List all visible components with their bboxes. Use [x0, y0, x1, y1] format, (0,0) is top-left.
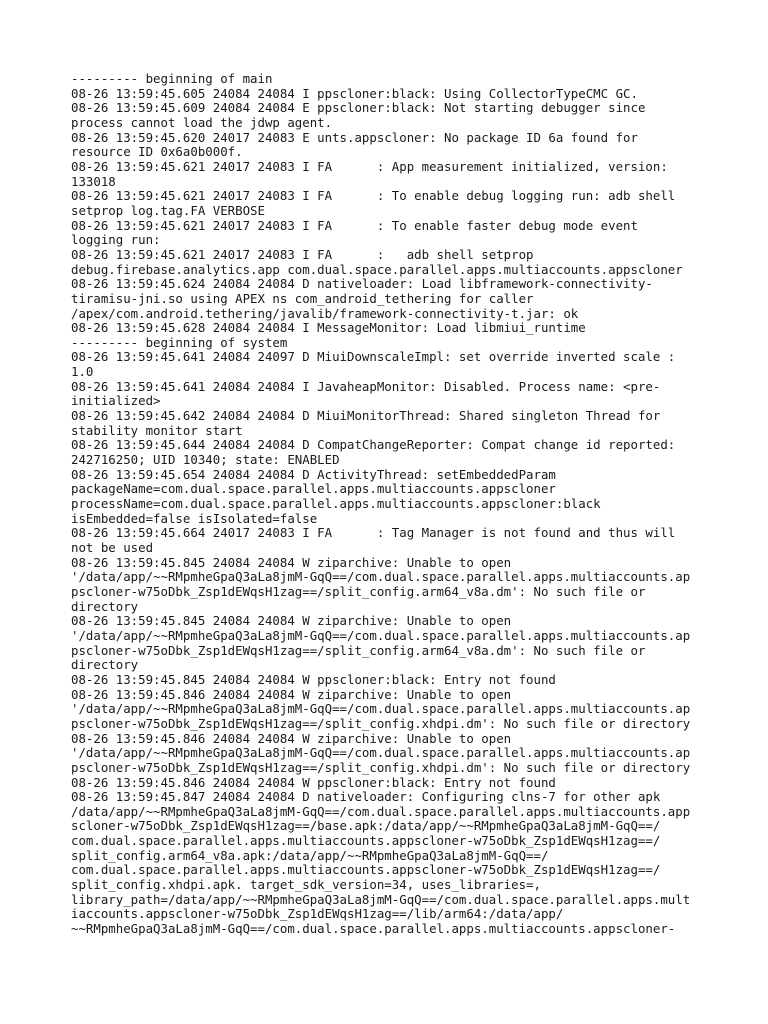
log-line: /data/app/~~RMpmheGpaQ3aLa8jmM-GqQ==/com.dual.space.parallel.apps.multiaccounts.app: [71, 804, 691, 819]
log-line: --------- beginning of main: [71, 72, 273, 86]
log-line: processName=com.dual.space.parallel.apps.multiaccounts.appscloner:black: [71, 497, 601, 512]
log-line: 08-26 13:59:45.621 24017 24083 I FA : To enable debug logging run: adb shell: [71, 189, 676, 204]
log-line: tiramisu-jni.so using APEX ns com_android_tethering for caller: [71, 291, 534, 306]
log-line: 08-26 13:59:45.847 24084 24084 D nativeloader: Configuring clns-7 for other apk: [71, 790, 661, 805]
log-line: pscloner-w75oDbk_Zsp1dEWqsH1zag==/split_config.arm64_v8a.dm': No such file or: [71, 643, 646, 658]
log-line: logging run:: [71, 233, 161, 248]
log-line: initialized>: [71, 394, 161, 409]
log-line: 08-26 13:59:45.621 24017 24083 I FA : App measurement initialized, version:: [71, 159, 668, 174]
log-line: 1.0: [71, 365, 94, 380]
log-line: 08-26 13:59:45.664 24017 24083 I FA : Tag Manager is not found and thus will: [71, 526, 676, 541]
log-line: pscloner-w75oDbk_Zsp1dEWqsH1zag==/split_config.xhdpi.dm': No such file or directory: [71, 716, 691, 731]
log-line: stability monitor start: [71, 423, 243, 438]
log-line: debug.firebase.analytics.app com.dual.space.parallel.apps.multiaccounts.appscloner: [71, 262, 683, 277]
log-line: '/data/app/~~RMpmheGpaQ3aLa8jmM-GqQ==/com.dual.space.parallel.apps.multiaccounts.ap: [71, 702, 691, 717]
log-line: '/data/app/~~RMpmheGpaQ3aLa8jmM-GqQ==/com.dual.space.parallel.apps.multiaccounts.ap: [71, 746, 691, 761]
log-line: setprop log.tag.FA VERBOSE: [71, 203, 265, 218]
log-line: directory: [71, 599, 139, 614]
log-line: '/data/app/~~RMpmheGpaQ3aLa8jmM-GqQ==/com.dual.space.parallel.apps.multiaccounts.ap: [71, 628, 691, 643]
log-line: 08-26 13:59:45.846 24084 24084 W ppscloner:black: Entry not found: [71, 775, 556, 790]
log-line: ~~RMpmheGpaQ3aLa8jmM-GqQ==/com.dual.space.parallel.apps.multiaccounts.appscloner-: [71, 922, 676, 937]
log-line: com.dual.space.parallel.apps.multiaccounts.appscloner-w75oDbk_Zsp1dEWqsH1zag==/: [71, 863, 661, 878]
log-line: pscloner-w75oDbk_Zsp1dEWqsH1zag==/split_config.xhdpi.dm': No such file or directory: [71, 760, 691, 775]
log-line: isEmbedded=false isIsolated=false: [71, 511, 318, 526]
log-line: 08-26 13:59:45.621 24017 24083 I FA : To enable faster debug mode event: [71, 218, 638, 233]
log-line: com.dual.space.parallel.apps.multiaccounts.appscloner-w75oDbk_Zsp1dEWqsH1zag==/: [71, 834, 661, 849]
log-line: 08-26 13:59:45.628 24084 24084 I MessageMonitor: Load libmiui_runtime: [71, 321, 586, 336]
log-line: 08-26 13:59:45.642 24084 24084 D MiuiMonitorThread: Shared singleton Thread for: [71, 409, 661, 424]
log-line: 133018: [71, 174, 116, 189]
log-line: packageName=com.dual.space.parallel.apps.multiaccounts.appscloner: [71, 482, 556, 497]
log-line: /apex/com.android.tethering/javalib/framework-connectivity-t.jar: ok: [71, 306, 579, 321]
log-line: --------- beginning of system: [71, 335, 288, 350]
log-line: 08-26 13:59:45.620 24017 24083 E unts.appscloner: No package ID 6a found for: [71, 130, 638, 145]
log-line: 08-26 13:59:45.624 24084 24084 D nativeloader: Load libframework-connectivity-: [71, 277, 653, 292]
log-line: 08-26 13:59:45.846 24084 24084 W ziparchive: Unable to open: [71, 731, 512, 746]
log-line: 08-26 13:59:45.621 24017 24083 I FA : adb shell setprop: [71, 247, 534, 262]
log-line: 08-26 13:59:45.845 24084 24084 W ppscloner:black: Entry not found: [71, 672, 556, 687]
log-line: 08-26 13:59:45.641 24084 24084 I JavaheapMonitor: Disabled. Process name: <pre-: [71, 379, 661, 394]
log-line: pscloner-w75oDbk_Zsp1dEWqsH1zag==/split_config.arm64_v8a.dm': No such file or: [71, 584, 646, 599]
log-line: library_path=/data/app/~~RMpmheGpaQ3aLa8jmM-GqQ==/com.dual.space.parallel.apps.mult: [71, 892, 691, 907]
log-line: 242716250; UID 10340; state: ENABLED: [71, 453, 340, 468]
log-line: 08-26 13:59:45.644 24084 24084 D CompatChangeReporter: Compat change id reported:: [71, 438, 676, 453]
log-line: iaccounts.appscloner-w75oDbk_Zsp1dEWqsH1zag==/lib/arm64:/data/app/: [71, 907, 564, 922]
log-line: 08-26 13:59:45.845 24084 24084 W ziparchive: Unable to open: [71, 614, 512, 629]
log-line: '/data/app/~~RMpmheGpaQ3aLa8jmM-GqQ==/com.dual.space.parallel.apps.multiaccounts.ap: [71, 570, 691, 585]
log-line: directory: [71, 658, 139, 673]
log-document: [71, 72, 731, 937]
log-line: 08-26 13:59:45.609 24084 24084 E ppscloner:black: Not starting debugger since: [71, 101, 646, 116]
log-line: not be used: [71, 541, 154, 555]
log-line: 08-26 13:59:45.654 24084 24084 D ActivityThread: setEmbeddedParam: [71, 467, 556, 482]
log-line: 08-26 13:59:45.845 24084 24084 W ziparchive: Unable to open: [71, 555, 512, 570]
log-line: split_config.arm64_v8a.apk:/data/app/~~RMpmheGpaQ3aLa8jmM-GqQ==/: [71, 848, 549, 863]
log-line: resource ID 0x6a0b000f.: [71, 145, 243, 160]
log-line: split_config.xhdpi.apk. target_sdk_version=34, uses_libraries=,: [71, 878, 541, 893]
log-line: 08-26 13:59:45.846 24084 24084 W ziparchive: Unable to open: [71, 687, 512, 702]
log-line: 08-26 13:59:45.605 24084 24084 I ppscloner:black: Using CollectorTypeCMC GC.: [71, 86, 638, 101]
log-line: scloner-w75oDbk_Zsp1dEWqsH1zag==/base.apk:/data/app/~~RMpmheGpaQ3aLa8jmM-GqQ==/: [71, 819, 661, 834]
log-line: 08-26 13:59:45.641 24084 24097 D MiuiDownscaleImpl: set override inverted scale :: [71, 350, 676, 365]
log-line: process cannot load the jdwp agent.: [71, 115, 333, 130]
